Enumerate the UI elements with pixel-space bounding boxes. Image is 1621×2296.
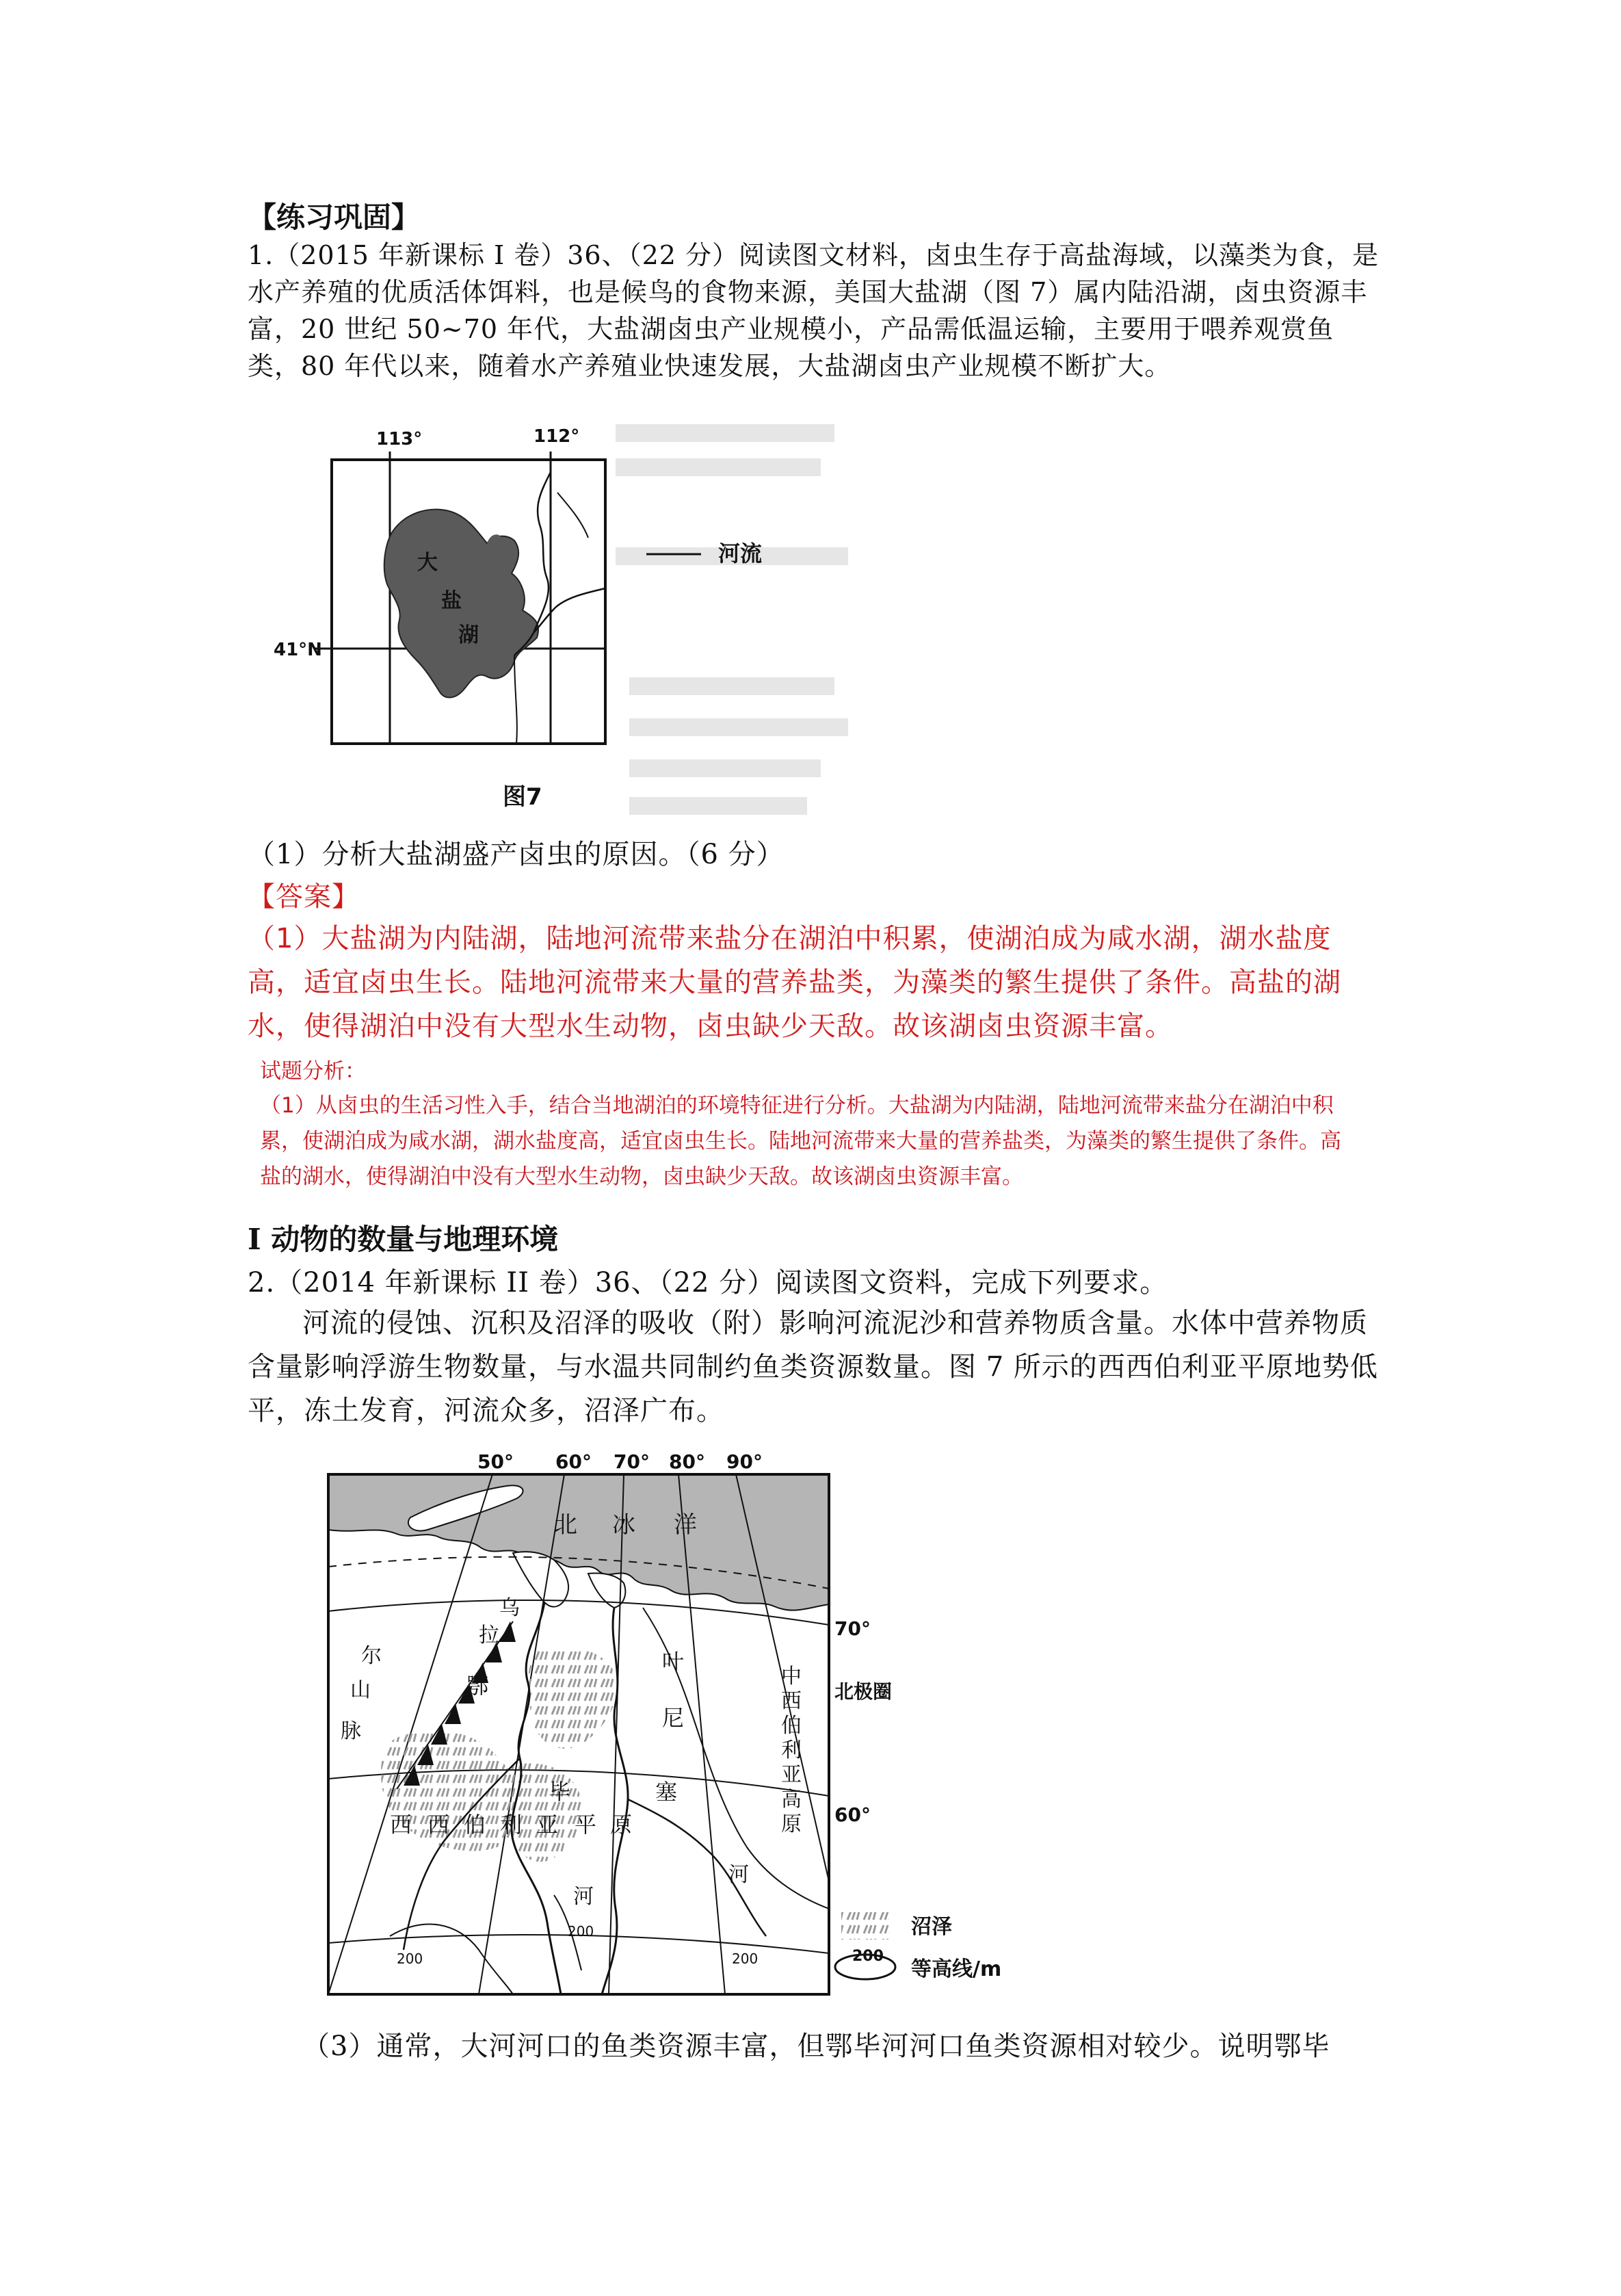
marsh-legend-label: 沼泽	[911, 1915, 952, 1939]
lon-label: 80°	[669, 1450, 705, 1473]
question-1-text: 1.（2015 年新课标 I 卷）36、（22 分）阅读图文材料，卤虫生存于高盐海域，以藻类为食，是水产养殖的优质活体饵料，也是候鸟的食物来源，美国大盐湖（图 7）属内陆沿湖，卤虫资源丰富，20 世纪 50~70 年代，大盐湖卤虫产业规模小，产品需低温运输，主要用于喂养观赏鱼类，80 年代以来，随着水产养殖业快速发展，大盐湖卤虫产业规模不断扩大。	[248, 240, 1380, 381]
section-2-title: I 动物的数量与地理环境	[248, 1223, 559, 1256]
ob-label: 毕	[549, 1779, 571, 1805]
ural-label: 乌	[499, 1596, 520, 1620]
ocean-label: 冰	[612, 1511, 635, 1539]
contour-value: 200	[397, 1951, 423, 1967]
river-legend-label: 河流	[718, 540, 763, 566]
river-label: 河	[728, 1863, 749, 1887]
plateau-label: 西	[781, 1689, 802, 1713]
west-siberia-map	[287, 1444, 1108, 2011]
lon-113-label: 113°	[376, 429, 423, 449]
question-2-paragraph: 河流的侵蚀、沉积及沼泽的吸收（附）影响河流泥沙和营养物质含量。水体中营养物质含量影响浮游生物数量，与水温共同制约鱼类资源数量。图 7 所示的西西伯利亚平原地势低平，冻土发育，河流众多，沼泽广布。	[248, 1307, 1378, 1426]
plain-label: 原	[610, 1812, 633, 1838]
plain-label: 西	[427, 1812, 450, 1838]
lon-label: 50°	[477, 1450, 514, 1473]
sub-question-3: （3）通常，大河河口的鱼类资源丰富，但鄂毕河河口鱼类资源相对较少。说明鄂毕	[302, 2031, 1330, 2062]
plain-label: 利	[500, 1812, 523, 1838]
yenisei-label: 叶	[662, 1649, 685, 1675]
lon-112-label: 112°	[533, 426, 580, 447]
lake-label-char: 盐	[441, 589, 462, 613]
plateau-label: 中	[781, 1665, 802, 1688]
ob-label: 鄂	[466, 1673, 489, 1699]
contour-legend-label: 等高线/m	[911, 1957, 1002, 1981]
contour-legend-value: 200	[852, 1948, 884, 1965]
lon-label: 90°	[726, 1450, 763, 1473]
question-2-text: 2.（2014 年新课标 II 卷）36、（22 分）阅读图文资料，完成下列要求。	[248, 1267, 1168, 1299]
lat-70-label: 70°	[834, 1617, 871, 1640]
answer-text: （1）大盐湖为内陆湖，陆地河流带来盐分在湖泊中积累，使湖泊成为咸水湖，湖水盐度高，适宜卤虫生长。陆地河流带来大量的营养盐类，为藻类的繁生提供了条件。高盐的湖水，使得湖泊中没有大型水生动物，卤虫缺少天敌。故该湖卤虫资源丰富。	[248, 923, 1341, 1042]
arctic-circle-label: 北极圈	[834, 1680, 893, 1703]
lon-label: 60°	[555, 1450, 592, 1473]
plateau-label: 亚	[781, 1763, 802, 1787]
ural-label: 脉	[341, 1719, 361, 1743]
river-label: 河	[573, 1885, 594, 1909]
great-salt-lake-map	[246, 417, 862, 821]
analysis-text: （1）从卤虫的生活习性入手，结合当地湖泊的环境特征进行分析。大盐湖为内陆湖，陆地河流带来盐分在湖泊中积累，使湖泊成为咸水湖，湖水盐度高，适宜卤虫生长。陆地河流带来大量的营养盐类，为藻类的繁生提供了条件。高盐的湖水，使得湖泊中没有大型水生动物，卤虫缺少天敌。故该湖卤虫资源丰富。	[260, 1093, 1341, 1189]
ural-label: 尔	[361, 1644, 382, 1668]
contour-value: 200	[732, 1951, 759, 1967]
ural-label: 山	[350, 1678, 371, 1702]
plateau-label: 原	[781, 1812, 802, 1836]
yenisei-label: 塞	[655, 1779, 678, 1805]
plateau-label: 伯	[781, 1714, 802, 1738]
plateau-label: 利	[781, 1738, 802, 1762]
plain-label: 西	[390, 1812, 412, 1838]
plain-label: 平	[575, 1812, 597, 1838]
marsh-legend-icon	[841, 1912, 889, 1940]
plain-label: 伯	[464, 1812, 486, 1838]
contour-value: 200	[568, 1923, 594, 1940]
lat-60-label: 60°	[834, 1803, 871, 1826]
ural-label: 拉	[479, 1623, 499, 1647]
plateau-label: 高	[781, 1788, 802, 1812]
yenisei-label: 尼	[662, 1705, 685, 1731]
ocean-label: 洋	[674, 1511, 697, 1539]
analysis-label: 试题分析：	[260, 1059, 366, 1084]
lake-label-char: 湖	[458, 623, 479, 647]
section-title: 【练习巩固】	[248, 200, 421, 234]
ocean-label: 北	[554, 1511, 577, 1539]
answer-label: 【答案】	[248, 881, 360, 913]
sub-question-1: （1）分析大盐湖盛产卤虫的原因。（6 分）	[248, 839, 785, 870]
lake-label-char: 大	[417, 551, 438, 575]
lon-label: 70°	[614, 1450, 650, 1473]
plain-label: 亚	[536, 1812, 559, 1838]
lat-41-label: 41°N	[274, 640, 322, 660]
figure-caption: 图7	[503, 783, 542, 811]
